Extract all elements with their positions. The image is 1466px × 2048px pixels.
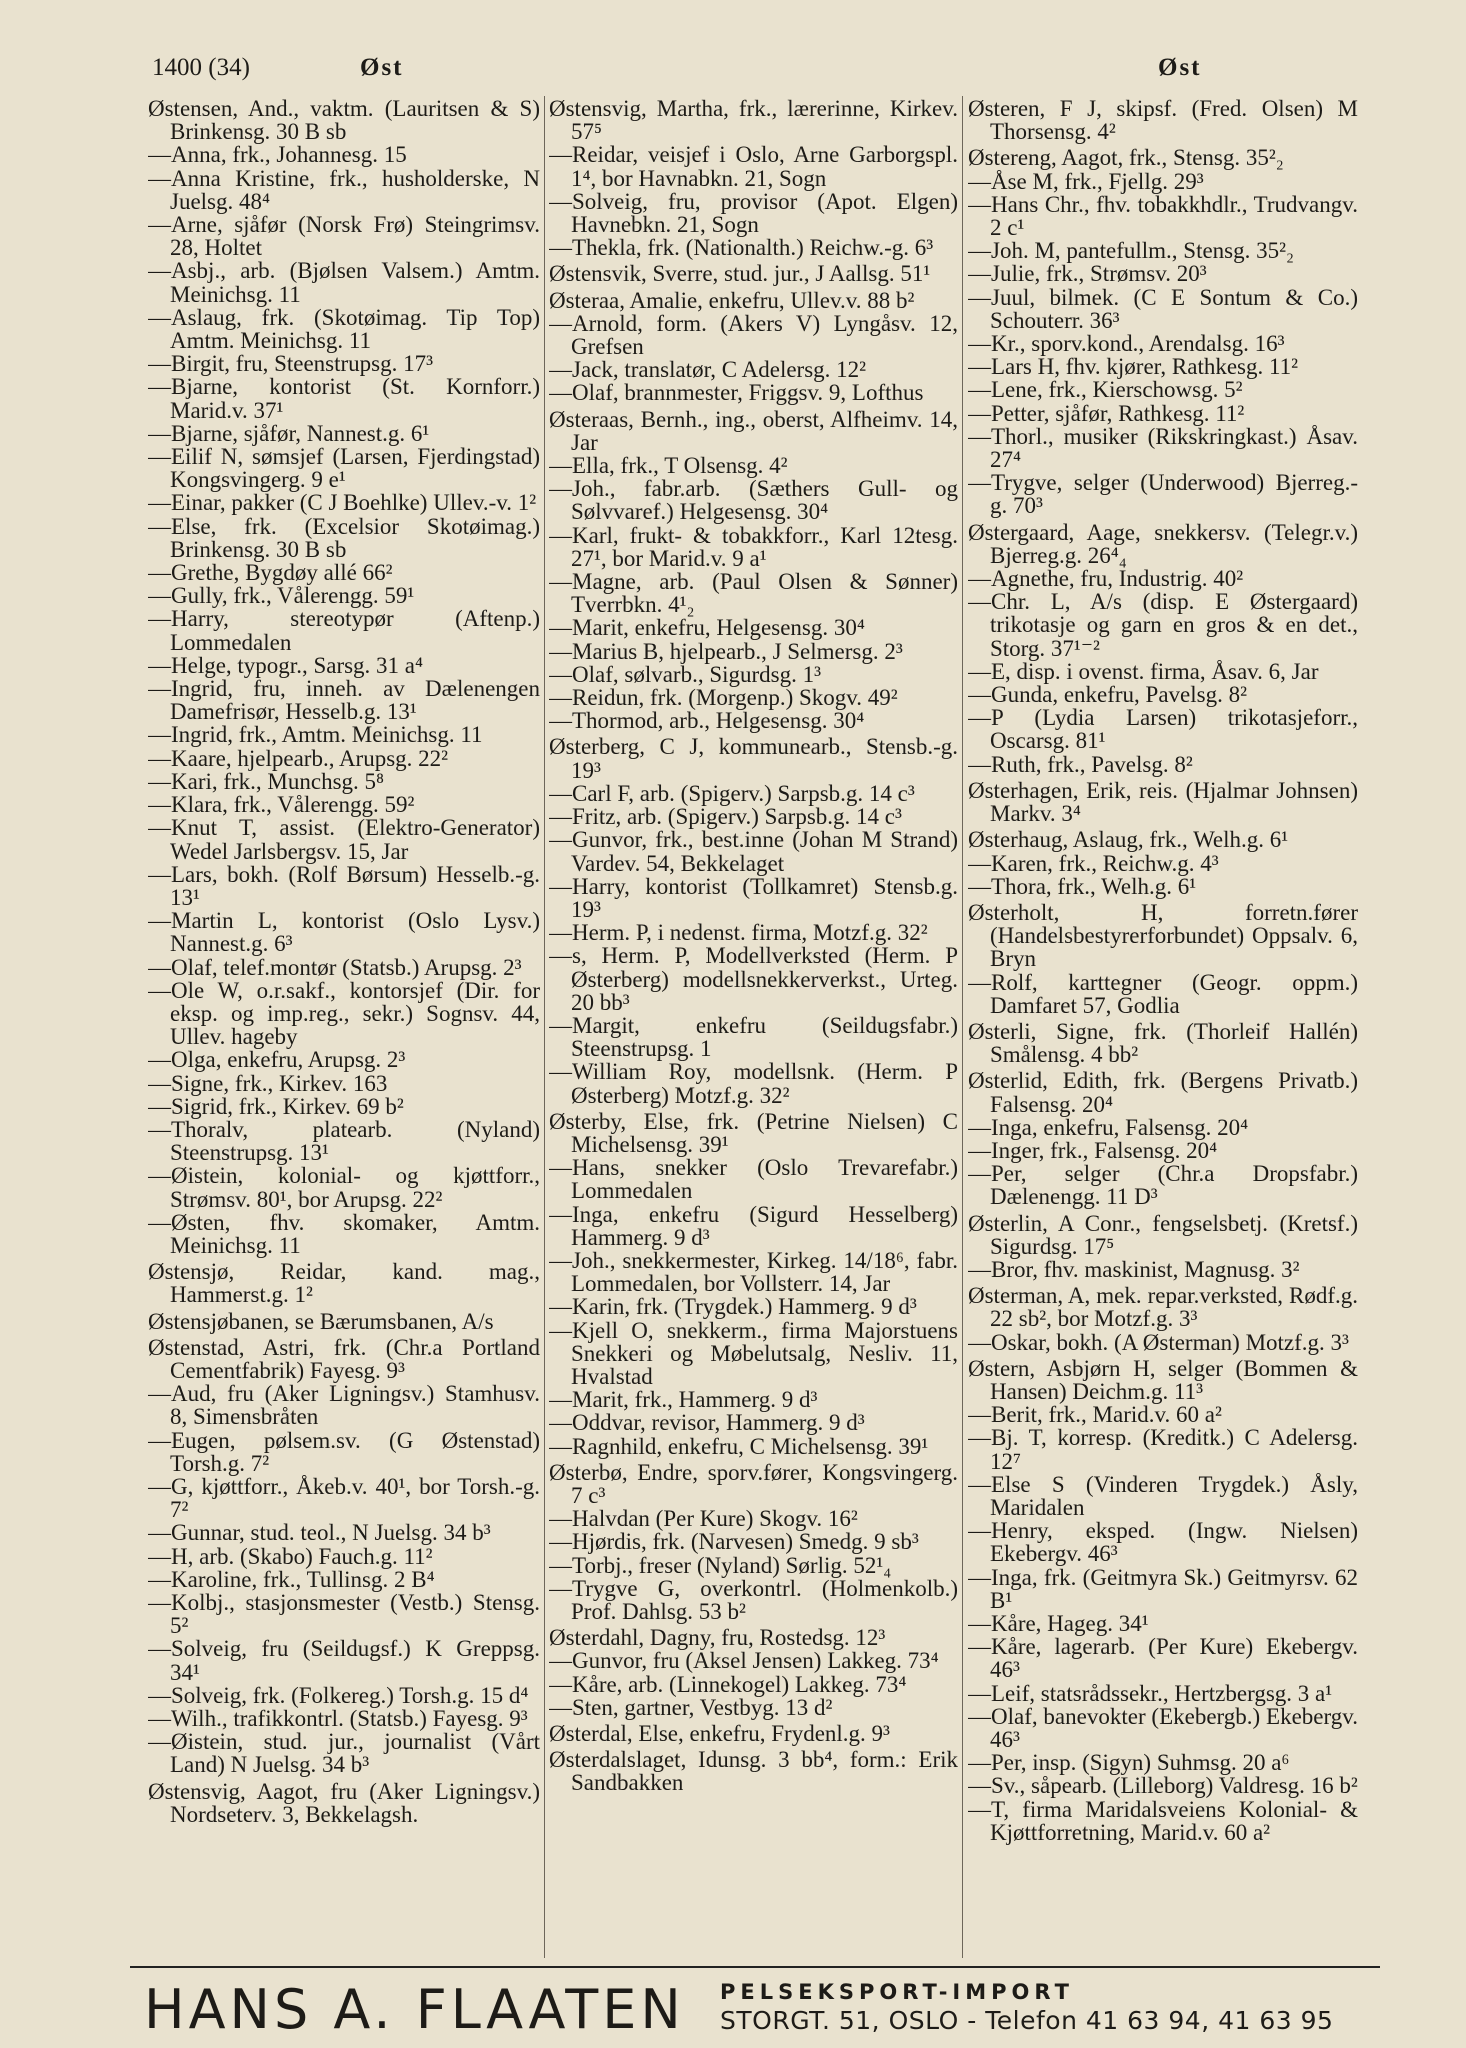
- directory-entry: —Berit, frk., Marid.v. 60 a²: [968, 1402, 1222, 1428]
- page-number: 1400 (34): [152, 54, 250, 81]
- directory-entry: Østergaard, Aage, snekkersv. (Telegr.v.) Bjerreg.g. 26⁴₄: [968, 519, 1358, 568]
- directory-entry: Østerdahl, Dagny, fru, Rostedsg. 12³: [549, 1625, 886, 1651]
- directory-entry: —Karl, frukt- & tobakkforr., Karl 12tesg. 27¹, bor Marid.v. 9 a¹: [549, 522, 958, 571]
- directory-entry: —Kaare, hjelpearb., Arupsg. 22²: [148, 745, 449, 771]
- directory-entry: —Chr. L, A/s (disp. E Østergaard) trikotasje og garn en gros & en det., Storg. 37¹⁻²: [968, 589, 1358, 661]
- directory-entry: —Per, selger (Chr.a Dropsfabr.) Dælenengg. 11 D³: [968, 1161, 1358, 1210]
- directory-entry: —Solveig, frk. (Folkereg.) Torsh.g. 15 d⁴: [148, 1682, 529, 1708]
- directory-entry: —Marit, enkefru, Helgesensg. 30⁴: [549, 615, 865, 641]
- column-divider: [544, 96, 545, 1958]
- directory-entry: —Rolf, karttegner (Geogr. oppm.) Damfaret 57, Godlia: [968, 969, 1358, 1018]
- directory-entry: Østereng, Aagot, frk., Stensg. 35²₂: [968, 145, 1284, 171]
- directory-entry: —Kåre, lagerarb. (Per Kure) Ekebergv. 46³: [968, 1634, 1358, 1683]
- directory-entry: —Anna, frk., Johannesg. 15: [148, 142, 407, 168]
- directory-entry: —Klara, frk., Vålerengg. 59²: [148, 792, 415, 818]
- directory-entry: Østerberg, C J, kommunearb., Stensb.-g. 19³: [549, 734, 958, 783]
- column-divider: [962, 96, 963, 1958]
- directory-entry: —Joh., fabr.arb. (Sæthers Gull- og Sølvvaref.) Helgesensg. 30⁴: [549, 476, 958, 525]
- directory-entry: —Inga, enkefru (Sigurd Hesselberg) Hammerg. 9 d³: [549, 1201, 958, 1250]
- directory-entry: —Else, frk. (Excelsior Skotøimag.) Brinkensg. 30 B sb: [148, 513, 540, 562]
- directory-entry: —Bj. T, korresp. (Kreditk.) C Adelersg. 12⁷: [968, 1425, 1358, 1474]
- directory-entry: —Inga, frk. (Geitmyra Sk.) Geitmyrsv. 62 B¹: [968, 1564, 1358, 1613]
- directory-entry: —Lene, frk., Kierschowsg. 5²: [968, 377, 1243, 403]
- directory-entry: —Olaf, brannmester, Friggsv. 9, Lofthus: [549, 380, 924, 406]
- running-head-right: Øst: [1158, 54, 1202, 81]
- directory-entry: —Gunvor, frk., best.inne (Johan M Strand) Vardev. 54, Bekkelaget: [549, 827, 958, 876]
- directory-entry: —Leif, statsrådssekr., Hertzbergsg. 3 a¹: [968, 1680, 1333, 1706]
- directory-entry: —Ragnhild, enkefru, C Michelsensg. 39¹: [549, 1433, 929, 1459]
- directory-entry: —Solveig, fru, provisor (Apot. Elgen) Havnebkn. 21, Sogn: [549, 188, 958, 238]
- directory-entry: —Eugen, pølsem.sv. (G Østenstad) Torsh.g. 7²: [148, 1427, 540, 1476]
- directory-entry: —Signe, frk., Kirkev. 163: [148, 1070, 388, 1096]
- directory-entry: Østerlin, A Conr., fengselsbetj. (Kretsf.) Sigurdsg. 17⁵: [968, 1210, 1358, 1259]
- directory-entry: —Thormod, arb., Helgesensg. 30⁴: [549, 708, 865, 734]
- advertisement-banner: [130, 1966, 1380, 2040]
- directory-entry: —Karen, frk., Reichw.g. 4³: [968, 850, 1219, 876]
- directory-entry: —Torbj., freser (Nyland) Sørlig. 52¹₄: [549, 1552, 892, 1578]
- directory-entry: Østensjø, Reidar, kand. mag., Hammerst.g. 1²: [148, 1259, 540, 1308]
- directory-entry: —Magne, arb. (Paul Olsen & Sønner) Tverrbkn. 4¹₂: [549, 569, 958, 618]
- directory-entry: —Eilif N, sømsjef (Larsen, Fjerdingstad) Kongsvingerg. 9 e¹: [148, 444, 540, 493]
- directory-entry: —E, disp. i ovenst. firma, Åsav. 6, Jar: [968, 658, 1319, 684]
- directory-entry: —Lars H, fhv. kjører, Rathkesg. 11²: [968, 354, 1299, 380]
- directory-entry: —Carl F, arb. (Spigerv.) Sarpsb.g. 14 c³: [549, 780, 915, 806]
- directory-entry: —Åse M, frk., Fjellg. 29³: [968, 168, 1204, 194]
- directory-entry: —Lars, bokh. (Rolf Børsum) Hesselb.-g. 13¹: [148, 861, 540, 910]
- column-middle: [549, 94, 958, 1959]
- directory-entry: Østerman, A, mek. repar.verksted, Rødf.g. 22 sb², bor Motzf.g. 3³: [968, 1283, 1358, 1332]
- directory-entry: —Asbj., arb. (Bjølsen Valsem.) Amtm. Meinichsg. 11: [148, 258, 540, 307]
- directory-entry: —Oskar, bokh. (A Østerman) Motzf.g. 3³: [968, 1329, 1349, 1355]
- directory-entry: Østensvig, Aagot, fru (Aker Ligningsv.) Nordseterv. 3, Bekkelagsh.: [148, 1778, 540, 1827]
- directory-entry: —Olaf, telef.montør (Statsb.) Arupsg. 2³: [148, 954, 522, 980]
- directory-entry: —Birgit, fru, Steenstrupsg. 17³: [148, 351, 434, 377]
- directory-entry: —Marius B, hjelpearb., J Selmersg. 2³: [549, 638, 903, 664]
- page-header: [0, 50, 1466, 90]
- directory-entry: —Østen, fhv. skomaker, Amtm. Meinichsg. 11: [148, 1209, 540, 1258]
- directory-entry: —Reidar, veisjef i Oslo, Arne Garborgspl. 1⁴, bor Havnabkn. 21, Sogn: [549, 142, 958, 191]
- directory-entry: —Arne, sjåfør (Norsk Frø) Steingrimsv. 28, Holtet: [148, 212, 540, 261]
- directory-entry: —Olaf, sølvarb., Sigurdsg. 1³: [549, 661, 822, 687]
- directory-entry: —Gunnar, stud. teol., N Juelsg. 34 b³: [148, 1520, 491, 1546]
- directory-entry: —Gunda, enkefru, Pavelsg. 8²: [968, 682, 1247, 708]
- directory-entry: —Bjarne, sjåfør, Nannest.g. 6¹: [148, 420, 430, 446]
- directory-entry: —Fritz, arb. (Spigerv.) Sarpsb.g. 14 c³: [549, 804, 902, 830]
- directory-entry: —Olga, enkefru, Arupsg. 2³: [148, 1047, 406, 1073]
- directory-entry: —Knut T, assist. (Elektro-Generator) Wedel Jarlsbergsv. 15, Jar: [148, 815, 540, 864]
- directory-entry: Østerhaug, Aslaug, frk., Welh.g. 6¹: [968, 827, 1289, 853]
- directory-entry: Østerholt, H, forretn.fører (Handelsbestyrerforbundet) Oppsalv. 6, Bryn: [968, 899, 1358, 972]
- directory-entry: —Harry, stereotypør (Aftenp.) Lommedalen: [148, 606, 540, 655]
- directory-entry: —Kr., sporv.kond., Arendalsg. 16³: [968, 331, 1285, 357]
- directory-entry: —Kolbj., stasjonsmester (Vestb.) Stensg. 5²: [148, 1590, 540, 1639]
- directory-entry: —Jack, translatør, C Adelersg. 12²: [549, 357, 867, 383]
- directory-entry: —Thoralv, platearb. (Nyland) Steenstrupsg. 13¹: [148, 1116, 540, 1166]
- directory-entry: —Hans, snekker (Oslo Trevarefabr.) Lommedalen: [549, 1155, 958, 1204]
- directory-entry: —Joh., snekkermester, Kirkeg. 14/18⁶, fabr. Lommedalen, bor Vollsterr. 14, Jar: [549, 1247, 958, 1297]
- column-right: [968, 94, 1358, 1959]
- directory-entry: —Agnethe, fru, Industrig. 40²: [968, 566, 1244, 592]
- directory-entry: —Gully, frk., Vålerengg. 59¹: [148, 583, 415, 609]
- directory-entry: —Inger, frk., Falsensg. 20⁴: [968, 1137, 1218, 1163]
- directory-entry: —T, firma Maridalsveiens Kolonial- & Kjøttforretning, Marid.v. 60 a²: [968, 1796, 1358, 1845]
- advertiser-name: HANS A. FLAATEN: [144, 1978, 685, 2041]
- directory-entry: —Julie, frk., Strømsv. 20³: [968, 261, 1207, 287]
- directory-entry: —Joh. M, pantefullm., Stensg. 35²₂: [968, 238, 1295, 264]
- directory-entry: —William Roy, modellsnk. (Herm. P Østerberg) Motzf.g. 32²: [549, 1059, 958, 1108]
- directory-entry: Østern, Asbjørn H, selger (Bommen & Hansen) Deichm.g. 11³: [968, 1355, 1358, 1404]
- directory-entry: —Hans Chr., fhv. tobakkhdlr., Trudvangv. 2 c¹: [968, 191, 1358, 241]
- directory-entry: Østensvik, Sverre, stud. jur., J Aallsg. 51¹: [549, 261, 931, 287]
- directory-entry: Østerli, Signe, frk. (Thorleif Hallén) Smålensg. 4 bb²: [968, 1018, 1358, 1068]
- directory-entry: Østerbø, Endre, sporv.fører, Kongsvingerg. 7 c³: [549, 1459, 958, 1508]
- directory-entry: —Marit, frk., Hammerg. 9 d³: [549, 1387, 818, 1413]
- directory-entry: —Helge, typogr., Sarsg. 31 a⁴: [148, 652, 424, 678]
- directory-entry: —Ella, frk., T Olsensg. 4²: [549, 453, 788, 479]
- advertiser-contact: STORGT. 51, OSLO - Telefon 41 63 94, 41 63 95: [720, 2006, 1334, 2035]
- directory-entry: Østerhagen, Erik, reis. (Hjalmar Johnsen) Markv. 3⁴: [968, 777, 1358, 827]
- advertiser-business: PELSEKSPORT-IMPORT: [720, 1980, 1074, 2004]
- directory-entry: —Ruth, frk., Pavelsg. 8²: [968, 751, 1193, 777]
- directory-entry: —Thekla, frk. (Nationalth.) Reichw.-g. 6³: [549, 235, 934, 261]
- running-head-left: Øst: [360, 54, 404, 81]
- directory-entry: —Margit, enkefru (Seildugsfabr.) Steenstrupsg. 1: [549, 1012, 958, 1062]
- directory-entry: —Grethe, Bygdøy allé 66²: [148, 560, 393, 586]
- directory-entry: Østensen, And., vaktm. (Lauritsen & S) Brinkensg. 30 B sb: [148, 96, 540, 145]
- directory-entry: Østerdalslaget, Idunsg. 3 bb⁴, form.: Erik Sandbakken: [549, 1747, 958, 1796]
- directory-entry: —Kjell O, snekkerm., firma Majorstuens Snekkeri og Møbelutsalg, Nesliv. 11, Hvalstad: [549, 1317, 958, 1389]
- directory-entry: —Aslaug, frk. (Skotøimag. Tip Top) Amtm. Meinichsg. 11: [148, 304, 540, 354]
- directory-entry: —Juul, bilmek. (C E Sontum & Co.) Schouterr. 36³: [968, 284, 1358, 333]
- directory-entry: Østeraas, Bernh., ing., oberst, Alfheimv. 14, Jar: [549, 406, 958, 455]
- directory-entry: —Trygve G, overkontrl. (Holmenkolb.) Prof. Dahlsg. 53 b²: [549, 1575, 958, 1624]
- directory-entry: Østensjøbanen, se Bærumsbanen, A/s: [148, 1308, 494, 1334]
- directory-entry: —Ole W, o.r.sakf., kontorsjef (Dir. for eksp. og imp.reg., sekr.) Sognsv. 44, Ullev. hageby: [148, 977, 540, 1050]
- directory-entry: —Martin L, kontorist (Oslo Lysv.) Nannest.g. 6³: [148, 908, 540, 957]
- directory-entry: —Sv., såpearb. (Lilleborg) Valdresg. 16 b²: [968, 1773, 1358, 1799]
- directory-entry: —Arnold, form. (Akers V) Lyngåsv. 12, Grefsen: [549, 310, 958, 360]
- directory-entry: —Henry, eksped. (Ingw. Nielsen) Ekebergv. 46³: [968, 1518, 1358, 1567]
- directory-entry: —Einar, pakker (C J Boehlke) Ullev.-v. 1²: [148, 490, 537, 516]
- directory-entry: —Aud, fru (Aker Ligningsv.) Stamhusv. 8, Simensbråten: [148, 1381, 540, 1430]
- directory-entry: —Hjørdis, frk. (Narvesen) Smedg. 9 sb³: [549, 1529, 919, 1555]
- directory-entry: —Inga, enkefru, Falsensg. 20⁴: [968, 1114, 1249, 1140]
- column-left: [148, 94, 540, 1959]
- directory-entry: —Øistein, stud. jur., journalist (Vårt Land) N Juelsg. 34 b³: [148, 1729, 540, 1778]
- directory-entry: Østeraa, Amalie, enkefru, Ullev.v. 88 b²: [549, 287, 915, 313]
- directory-entry: —Olaf, banevokter (Ekebergb.) Ekebergv. 46³: [968, 1703, 1358, 1753]
- directory-entry: —Wilh., trafikkontrl. (Statsb.) Fayesg. 9³: [148, 1706, 528, 1732]
- directory-entry: Østerby, Else, frk. (Petrine Nielsen) C Michelsensg. 39¹: [549, 1108, 958, 1157]
- directory-entry: —Sten, gartner, Vestbyg. 13 d²: [549, 1694, 833, 1720]
- directory-entry: —H, arb. (Skabo) Fauch.g. 11²: [148, 1543, 433, 1569]
- directory-entry: —Karin, frk. (Trygdek.) Hammerg. 9 d³: [549, 1294, 917, 1320]
- directory-entry: —Karoline, frk., Tullinsg. 2 B⁴: [148, 1566, 435, 1592]
- directory-entry: Østensvig, Martha, frk., lærerinne, Kirkev. 57⁵: [549, 96, 958, 145]
- directory-entry: —Solveig, fru (Seildugsf.) K Greppsg. 34¹: [148, 1636, 540, 1685]
- directory-entry: —Thorl., musiker (Rikskringkast.) Åsav. 27⁴: [968, 423, 1358, 473]
- directory-entry: —Oddvar, revisor, Hammerg. 9 d³: [549, 1410, 865, 1436]
- directory-entry: —Halvdan (Per Kure) Skogv. 16²: [549, 1506, 858, 1532]
- directory-entry: —Ingrid, fru, inneh. av Dælenengen Damefrisør, Hesselb.g. 13¹: [148, 676, 540, 725]
- directory-entry: —P (Lydia Larsen) trikotasjeforr., Oscarsg. 81¹: [968, 705, 1358, 754]
- directory-entry: —Trygve, selger (Underwood) Bjerreg.-g. 70³: [968, 470, 1358, 519]
- directory-entry: —Per, insp. (Sigyn) Suhmsg. 20 a⁶: [968, 1750, 1290, 1776]
- directory-entry: —Ingrid, frk., Amtm. Meinichsg. 11: [148, 722, 483, 748]
- directory-entry: Østerlid, Edith, frk. (Bergens Privatb.) Falsensg. 20⁴: [968, 1068, 1358, 1117]
- directory-entry: —Gunvor, fru (Aksel Jensen) Lakkeg. 73⁴: [549, 1648, 939, 1674]
- directory-entry: —Bror, fhv. maskinist, Magnusg. 3²: [968, 1256, 1300, 1282]
- directory-entry: —Else S (Vinderen Trygdek.) Åsly, Maridalen: [968, 1471, 1358, 1520]
- directory-entry: —Herm. P, i nedenst. firma, Motzf.g. 32²: [549, 920, 928, 946]
- directory-entry: Østerdal, Else, enkefru, Frydenl.g. 9³: [549, 1721, 890, 1747]
- directory-entry: —G, kjøttforr., Åkeb.v. 40¹, bor Torsh.-g. 7²: [148, 1473, 540, 1523]
- directory-entry: —Øistein, kolonial- og kjøttforr., Strømsv. 80¹, bor Arupsg. 22²: [148, 1163, 540, 1212]
- directory-entry: —Kari, frk., Munchsg. 5⁸: [148, 768, 385, 794]
- directory-entry: —s, Herm. P, Modellverksted (Herm. P Østerberg) modellsnekkerverkst., Urteg. 20 bb³: [549, 943, 958, 1015]
- directory-entry: —Sigrid, frk., Kirkev. 69 b²: [148, 1093, 404, 1119]
- directory-entry: —Anna Kristine, frk., husholderske, N Juelsg. 48⁴: [148, 165, 540, 214]
- directory-entry: Østeren, F J, skipsf. (Fred. Olsen) M Thorsensg. 4²: [968, 96, 1358, 145]
- directory-entry: —Kåre, arb. (Linnekogel) Lakkeg. 73⁴: [549, 1671, 907, 1697]
- directory-entry: —Petter, sjåfør, Rathkesg. 11²: [968, 400, 1245, 426]
- directory-entry: —Thora, frk., Welh.g. 6¹: [968, 873, 1197, 899]
- directory-entry: —Bjarne, kontorist (St. Kornforr.) Marid.v. 37¹: [148, 374, 540, 423]
- directory-entry: Østenstad, Astri, frk. (Chr.a Portland Cementfabrik) Fayesg. 9³: [148, 1334, 540, 1383]
- directory-entry: —Reidun, frk. (Morgenp.) Skogv. 49²: [549, 685, 898, 711]
- directory-entry: —Harry, kontorist (Tollkamret) Stensb.g. 19³: [549, 873, 958, 922]
- directory-entry: —Kåre, Hageg. 34¹: [968, 1611, 1149, 1636]
